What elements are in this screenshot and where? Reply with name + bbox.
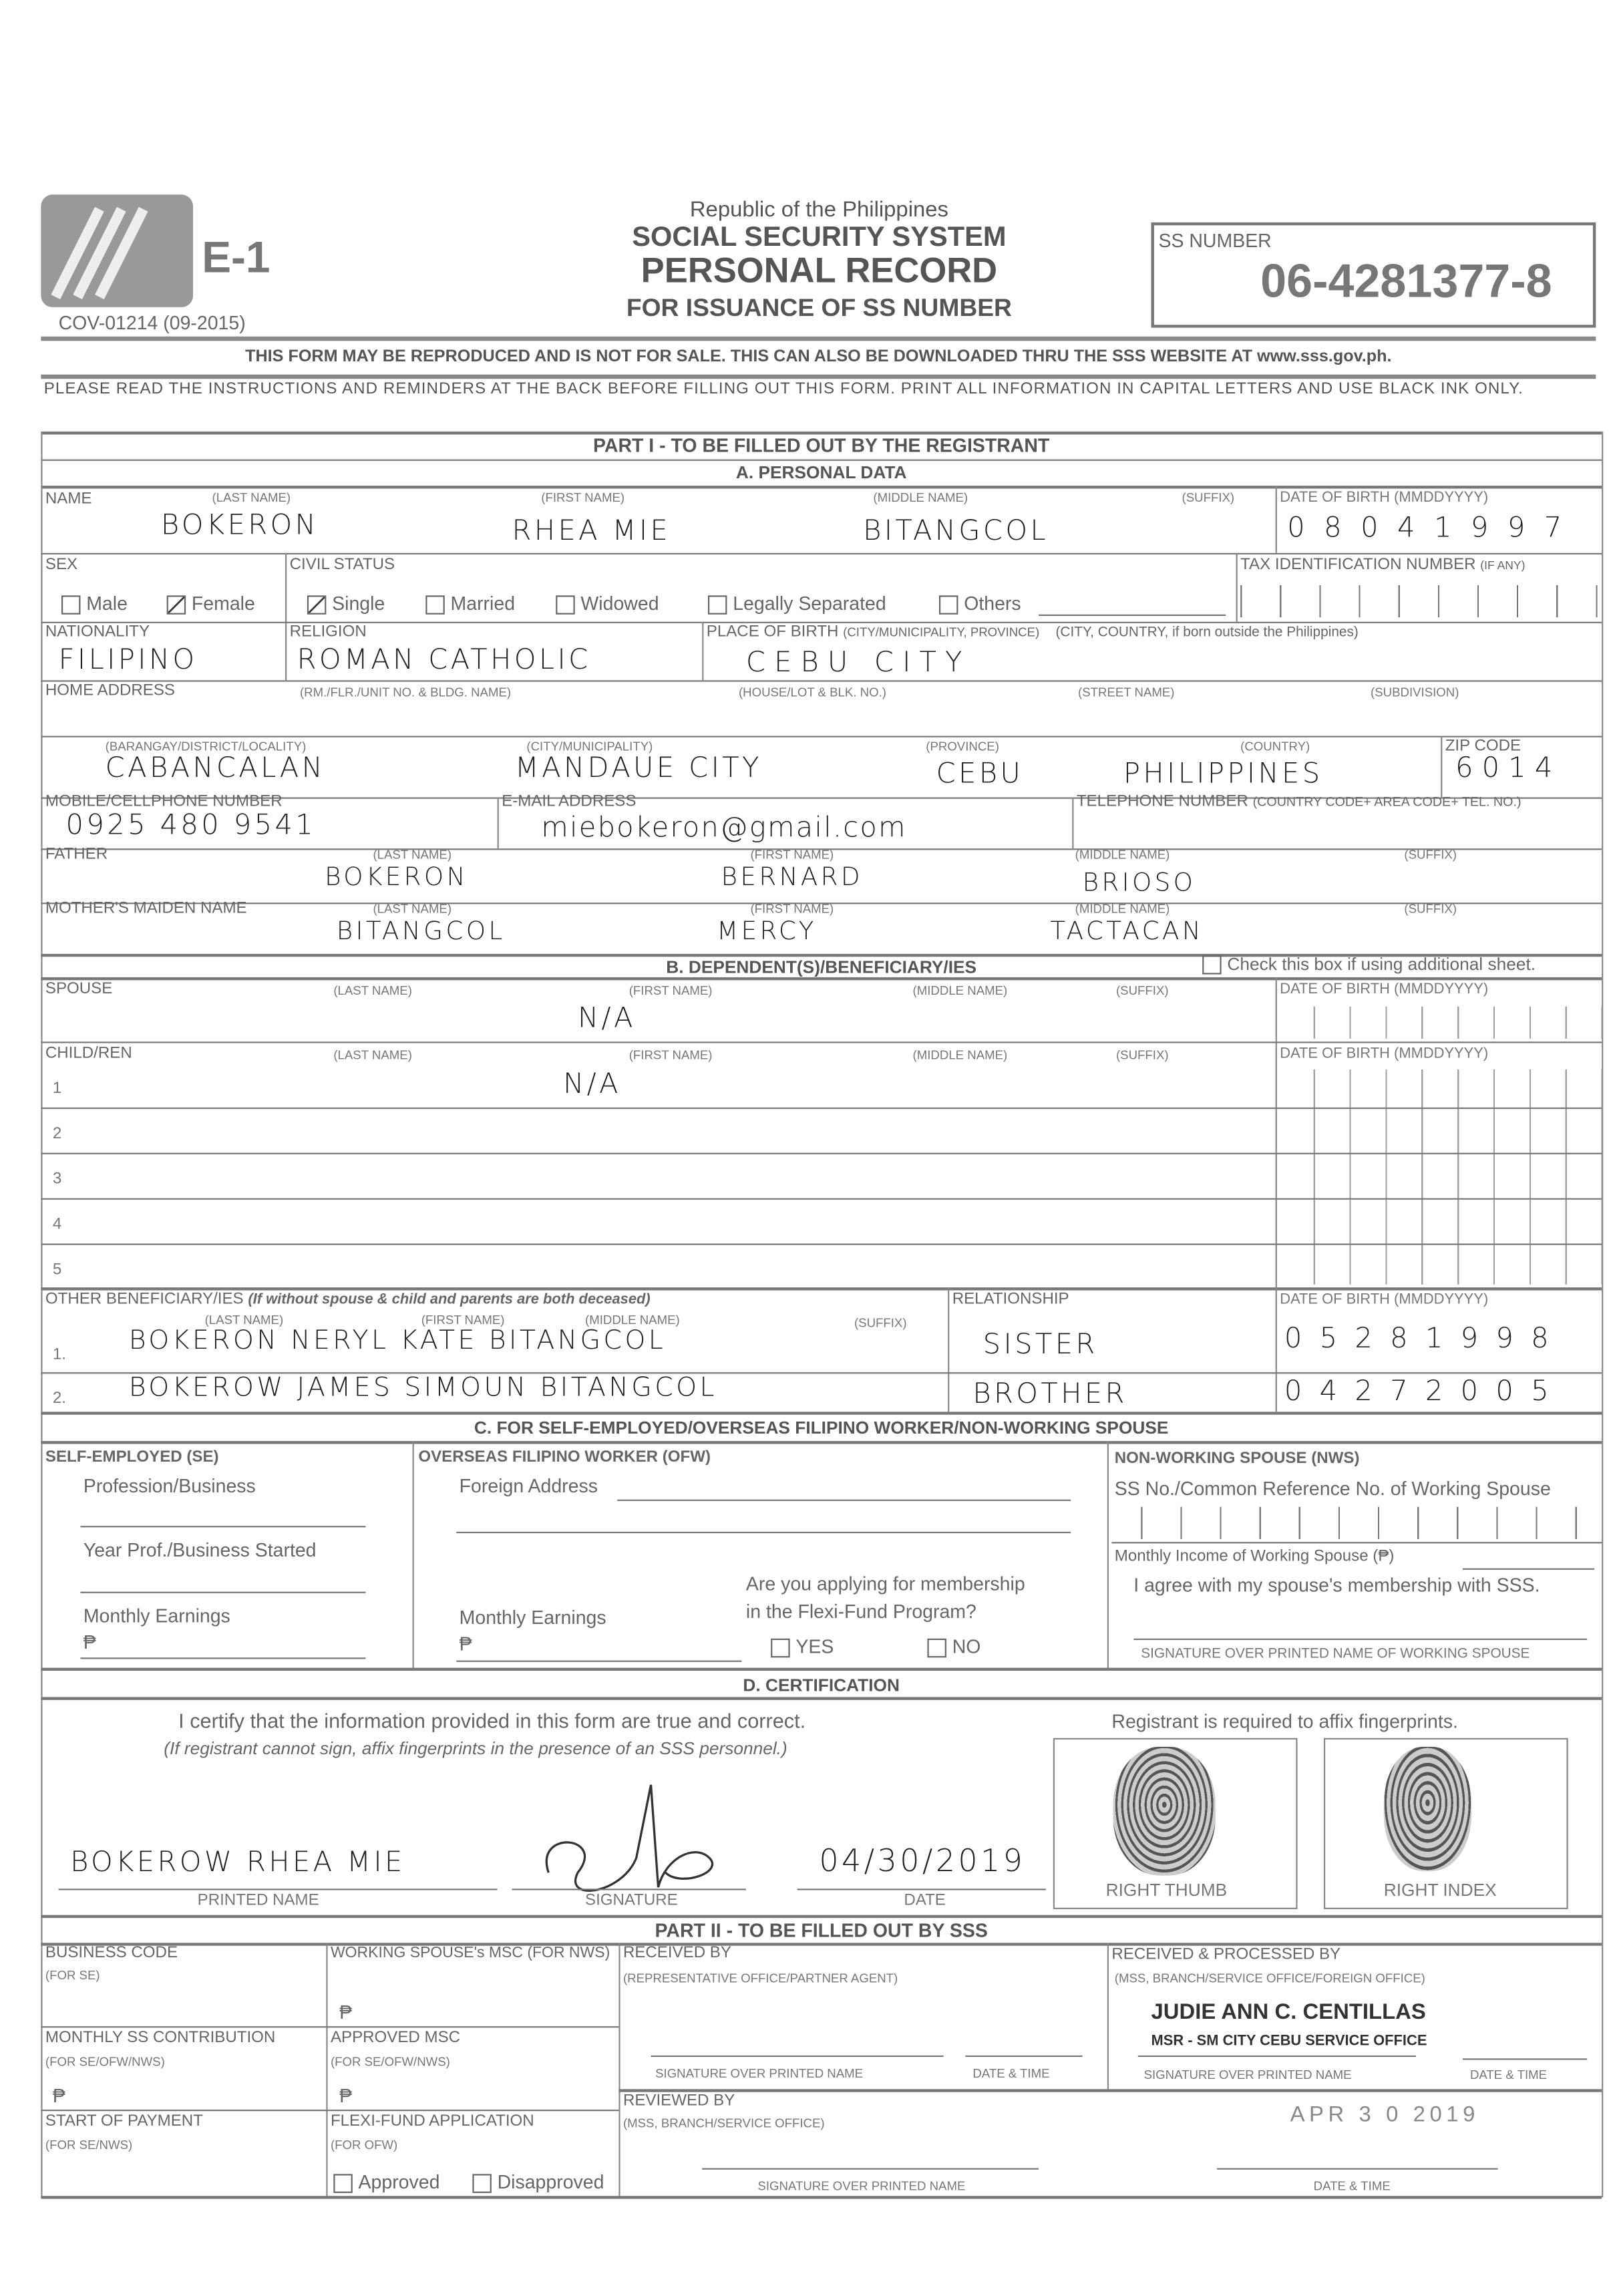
province-value[interactable]: CEBU — [936, 758, 1024, 790]
instructions: PLEASE READ THE INSTRUCTIONS AND REMINDERS AT THE BACK BEFORE FILLING OUT THIS FORM. PRINT ALL INFORMATION IN CAPITAL LETTERS AND USE BLACK INK ONLY. — [43, 380, 1524, 398]
ob-row-1-num: 1. — [52, 1345, 66, 1364]
father-first-label: (FIRST NAME) — [750, 847, 834, 862]
ss-number-box — [1151, 222, 1596, 328]
nws-signature-label: SIGNATURE OVER PRINTED NAME OF WORKING SPOUSE — [1141, 1645, 1530, 1662]
child-row-1: 1 — [52, 1080, 62, 1098]
civil-married-checkbox[interactable]: Married — [425, 593, 515, 615]
mother-middle-label: (MIDDLE NAME) — [1075, 901, 1170, 916]
form-title: PERSONAL RECORD — [641, 251, 998, 291]
form-subtitle: FOR ISSUANCE OF SS NUMBER — [626, 294, 1012, 322]
subdivision-label: (SUBDIVISION) — [1371, 684, 1459, 699]
right-index-box[interactable] — [1324, 1738, 1568, 1909]
republic-line: Republic of the Philippines — [689, 197, 948, 222]
country-value[interactable]: PHILIPPINES — [1123, 758, 1323, 790]
last-name-label: (LAST NAME) — [212, 490, 291, 505]
nationality-value[interactable]: FILIPINO — [58, 643, 198, 676]
ws-msc-field[interactable]: ₱ — [339, 2001, 353, 2023]
other-beneficiaries-label: OTHER BENEFICIARY/IES (If without spouse & child and parents are both deceased) — [45, 1290, 651, 1308]
children-label: CHILD/REN — [45, 1044, 132, 1062]
religion-label: RELIGION — [289, 623, 367, 641]
ob-row-2-num: 2. — [52, 1389, 66, 1408]
nws-ss-no-label: SS No./Common Reference No. of Working Spouse — [1114, 1477, 1551, 1500]
telephone-label: TELEPHONE NUMBER (COUNTRY CODE+ AREA CODE+ TEL. NO.) — [1076, 792, 1522, 811]
ss-number-label: SS NUMBER — [1158, 229, 1272, 252]
rm-label: (RM./FLR./UNIT NO. & BLDG. NAME) — [299, 684, 512, 699]
received-date-label: DATE & TIME — [972, 2066, 1050, 2081]
section-b-title: B. DEPENDENT(S)/BENEFICIARY/IES — [666, 957, 977, 977]
father-suffix-label: (SUFFIX) — [1404, 847, 1457, 862]
sex-male-checkbox[interactable]: Male — [61, 593, 128, 615]
child-row-3: 3 — [52, 1170, 62, 1188]
flexi-approved-checkbox[interactable]: Approved — [333, 2171, 439, 2193]
se-earnings-field[interactable]: ₱ — [83, 1631, 96, 1653]
nws-income-label: Monthly Income of Working Spouse (₱) — [1114, 1548, 1395, 1566]
start-payment-label: START OF PAYMENT — [45, 2112, 203, 2130]
ob-1-relationship[interactable]: SISTER — [982, 1328, 1098, 1361]
child-row-2: 2 — [52, 1125, 62, 1143]
mss-branch-note: (MSS, BRANCH/SERVICE OFFICE) — [622, 2115, 825, 2130]
ob-middle-label: (MIDDLE NAME) — [585, 1312, 680, 1327]
additional-sheet-checkbox[interactable]: Check this box if using additional sheet. — [1202, 954, 1536, 975]
right-index-fingerprint-icon — [1384, 1747, 1471, 1871]
child-suffix-label: (SUFFIX) — [1115, 1047, 1169, 1062]
ofw-foreign-address-label: Foreign Address — [459, 1474, 598, 1497]
spouse-dob-grid[interactable] — [1314, 1007, 1602, 1039]
mobile-value[interactable]: 0925 480 9541 — [65, 809, 317, 842]
se-label: SELF-EMPLOYED (SE) — [45, 1448, 219, 1466]
reviewed-date-label: DATE & TIME — [1313, 2178, 1391, 2193]
mother-first-value[interactable]: MERCY — [717, 917, 817, 947]
mss-branch-foreign-note: (MSS, BRANCH/SERVICE OFFICE/FOREIGN OFFICE) — [1114, 1970, 1425, 1985]
suffix-label: (SUFFIX) — [1182, 490, 1235, 505]
city-value[interactable]: MANDAUE CITY — [514, 752, 762, 784]
ob-last-label: (LAST NAME) — [204, 1312, 284, 1327]
ws-msc-label: WORKING SPOUSE's MSC (FOR NWS) — [330, 1944, 610, 1962]
logo-stripes-icon — [41, 194, 193, 307]
flexi-question-1: Are you applying for membership — [745, 1573, 1025, 1595]
children-dob-grid[interactable] — [1314, 1070, 1602, 1285]
mother-label: MOTHER'S MAIDEN NAME — [45, 899, 247, 918]
right-thumb-fingerprint-icon — [1113, 1747, 1216, 1876]
part2-title: PART II - TO BE FILLED OUT BY SSS — [655, 1919, 988, 1942]
ob-2-dob[interactable]: 04272005 — [1284, 1375, 1566, 1408]
form-number: COV-01214 (09-2015) — [58, 311, 246, 334]
home-address-label: HOME ADDRESS — [45, 681, 176, 699]
dob-value[interactable]: 08041997 — [1287, 512, 1581, 544]
first-name-label: (FIRST NAME) — [541, 490, 625, 505]
nationality-label: NATIONALITY — [45, 623, 150, 641]
processor-name-stamp: JUDIE ANN C. CENTILLAS — [1151, 1999, 1426, 2025]
mother-last-value[interactable]: BITANGCOL — [336, 917, 506, 947]
flexi-app-label: FLEXI-FUND APPLICATION — [330, 2112, 534, 2130]
received-by-label: RECEIVED BY — [622, 1944, 731, 1962]
nws-agree-text: I agree with my spouse's membership with SSS. — [1133, 1574, 1540, 1597]
right-thumb-label: RIGHT THUMB — [1105, 1880, 1228, 1901]
processed-date-label: DATE & TIME — [1469, 2067, 1548, 2082]
civil-separated-checkbox[interactable]: Legally Separated — [708, 593, 886, 615]
ob-suffix-label: (SUFFIX) — [854, 1315, 907, 1330]
flexi-disapproved-checkbox[interactable]: Disapproved — [472, 2171, 604, 2193]
section-a-title: A. PERSONAL DATA — [735, 462, 907, 483]
spouse-first-label: (FIRST NAME) — [629, 983, 713, 998]
sex-label: SEX — [45, 556, 78, 574]
ob-2-name[interactable]: BOKEROW JAMES SIMOUN BITANGCOL — [128, 1372, 717, 1404]
child-last-label: (LAST NAME) — [333, 1047, 412, 1062]
se-year-label: Year Prof./Business Started — [83, 1538, 317, 1561]
street-label: (STREET NAME) — [1078, 684, 1175, 699]
reviewed-sig-label: SIGNATURE OVER PRINTED NAME — [757, 2178, 966, 2193]
start-payment-note: (FOR SE/NWS) — [45, 2137, 133, 2152]
city-label: (CITY/MUNICIPALITY) — [526, 738, 653, 754]
business-code-note: (FOR SE) — [45, 1967, 100, 1983]
child-1-value[interactable]: N/A — [563, 1068, 621, 1100]
first-name-value[interactable]: RHEA MIE — [512, 514, 671, 548]
father-last-value[interactable]: BOKERON — [325, 863, 468, 892]
received-date-stamp: APR 3 0 2019 — [1290, 2102, 1479, 2128]
form-code: E-1 — [202, 234, 271, 283]
part1-title: PART I - TO BE FILLED OUT BY THE REGISTRANT — [593, 434, 1050, 457]
ob-2-relationship[interactable]: BROTHER — [972, 1377, 1127, 1411]
ob-1-name[interactable]: BOKERON NERYL KATE BITANGCOL — [128, 1325, 667, 1357]
right-index-label: RIGHT INDEX — [1383, 1880, 1497, 1901]
middle-name-value[interactable]: BITANGCOL — [863, 514, 1049, 548]
ofw-earnings-field[interactable]: ₱ — [459, 1633, 472, 1655]
civil-others-checkbox[interactable]: Others — [939, 593, 1021, 615]
child-middle-label: (MIDDLE NAME) — [912, 1047, 1008, 1062]
mother-last-label: (LAST NAME) — [373, 901, 452, 916]
father-label: FATHER — [45, 845, 108, 864]
house-label: (HOUSE/LOT & BLK. NO.) — [738, 684, 886, 699]
child-row-4: 4 — [52, 1215, 62, 1234]
sss-logo — [41, 194, 193, 307]
spouse-suffix-label: (SUFFIX) — [1115, 983, 1169, 998]
tin-label: TAX IDENTIFICATION NUMBER (IF ANY) — [1240, 556, 1526, 574]
flexi-app-note: (FOR OFW) — [330, 2137, 398, 2152]
civil-status-label: CIVIL STATUS — [289, 556, 395, 574]
religion-value[interactable]: ROMAN CATHOLIC — [297, 643, 591, 676]
mother-suffix-label: (SUFFIX) — [1404, 901, 1457, 916]
agency-name: SOCIAL SECURITY SYSTEM — [632, 222, 1007, 253]
spouse-dob-label: DATE OF BIRTH (MMDDYYYY) — [1280, 981, 1489, 998]
nws-ss-no-field[interactable] — [1141, 1507, 1602, 1539]
email-value[interactable]: miebokeron@gmail.com — [541, 812, 907, 844]
se-earnings-label: Monthly Earnings — [83, 1605, 230, 1627]
father-middle-label: (MIDDLE NAME) — [1075, 847, 1170, 862]
email-label: E-MAIL ADDRESS — [502, 792, 637, 811]
ofw-label: OVERSEAS FILIPINO WORKER (OFW) — [418, 1448, 711, 1466]
civil-single-checkbox[interactable]: Single — [307, 593, 385, 615]
approved-msc-label: APPROVED MSC — [330, 2029, 461, 2047]
printed-name-label: PRINTED NAME — [197, 1891, 319, 1909]
monthly-contrib-label: MONTHLY SS CONTRIBUTION — [45, 2029, 276, 2047]
place-of-birth-value[interactable]: CEBU CITY — [745, 646, 971, 679]
place-of-birth-label: PLACE OF BIRTH (CITY/MUNICIPALITY, PROVINCE) (CITY, COUNTRY, if born outside the Philippines) — [706, 623, 1359, 641]
section-d-title: D. CERTIFICATION — [743, 1675, 900, 1696]
nws-label: NON-WORKING SPOUSE (NWS) — [1114, 1450, 1360, 1468]
received-sig-label: SIGNATURE OVER PRINTED NAME — [655, 2066, 864, 2081]
certification-text: I certify that the information provided in this form are true and correct. — [178, 1708, 806, 1732]
approved-msc-note: (FOR SE/OFW/NWS) — [330, 2054, 450, 2069]
spouse-middle-label: (MIDDLE NAME) — [912, 983, 1008, 998]
cert-date-label: DATE — [904, 1891, 946, 1909]
country-label: (COUNTRY) — [1240, 738, 1310, 754]
tin-field[interactable] — [1240, 585, 1599, 617]
child-first-label: (FIRST NAME) — [629, 1047, 713, 1062]
dob-label: DATE OF BIRTH (MMDDYYYY) — [1280, 490, 1489, 506]
reproduction-banner: THIS FORM MAY BE REPRODUCED AND IS NOT FOR SALE. THIS CAN ALSO BE DOWNLOADED THRU THE SSS WEBSITE AT www.sss.gov.ph. — [41, 337, 1596, 379]
fingerprint-note: Registrant is required to affix fingerprints. — [1111, 1710, 1458, 1732]
middle-name-label: (MIDDLE NAME) — [873, 490, 968, 505]
certification-note: (If registrant cannot sign, affix fingerprints in the presence of an SSS personnel.) — [164, 1738, 787, 1759]
zip-label: ZIP CODE — [1445, 737, 1522, 756]
civil-widowed-checkbox[interactable]: Widowed — [556, 593, 659, 615]
ofw-earnings-label: Monthly Earnings — [459, 1606, 606, 1629]
mother-middle-value[interactable]: TACTACAN — [1050, 917, 1204, 947]
zip-value[interactable]: 6014 — [1455, 752, 1562, 784]
father-middle-value[interactable]: BRIOSO — [1082, 868, 1196, 898]
father-last-label: (LAST NAME) — [373, 847, 452, 862]
processor-office-stamp: MSR - SM CITY CEBU SERVICE OFFICE — [1151, 2033, 1427, 2050]
ob-1-dob[interactable]: 05281998 — [1284, 1322, 1566, 1355]
flexi-no-checkbox[interactable]: NO — [927, 1635, 980, 1657]
flexi-yes-checkbox[interactable]: YES — [771, 1635, 834, 1657]
spouse-label: SPOUSE — [45, 980, 113, 998]
processed-sig-label: SIGNATURE OVER PRINTED NAME — [1143, 2067, 1352, 2082]
rep-office-note: (REPRESENTATIVE OFFICE/PARTNER AGENT) — [622, 1970, 898, 1985]
ob-dob-label: DATE OF BIRTH (MMDDYYYY) — [1280, 1291, 1489, 1308]
relationship-label: RELATIONSHIP — [952, 1290, 1069, 1308]
child-row-5: 5 — [52, 1261, 62, 1279]
ss-number: 06-4281377-8 — [1260, 255, 1552, 307]
name-label: NAME — [45, 490, 92, 508]
barangay-value[interactable]: CABANCALAN — [105, 752, 326, 784]
father-first-value[interactable]: BERNARD — [721, 863, 863, 892]
se-profession-label: Profession/Business — [83, 1474, 256, 1497]
signature-label: SIGNATURE — [585, 1891, 678, 1909]
right-thumb-box[interactable] — [1053, 1738, 1298, 1909]
province-label: (PROVINCE) — [926, 738, 999, 754]
mother-first-label: (FIRST NAME) — [750, 901, 834, 916]
ob-first-label: (FIRST NAME) — [421, 1312, 505, 1327]
reviewed-by-label: REVIEWED BY — [622, 2092, 735, 2110]
child-dob-label: DATE OF BIRTH (MMDDYYYY) — [1280, 1045, 1489, 1062]
received-processed-label: RECEIVED & PROCESSED BY — [1111, 1945, 1341, 1963]
approved-msc-field[interactable]: ₱ — [339, 2084, 353, 2107]
cert-date-value[interactable]: 04/30/2019 — [819, 1843, 1026, 1878]
last-name-value[interactable]: BOKERON — [160, 509, 319, 542]
monthly-contrib-field[interactable]: ₱ — [52, 2084, 65, 2107]
business-code-label: BUSINESS CODE — [45, 1944, 178, 1962]
section-c-title: C. FOR SELF-EMPLOYED/OVERSEAS FILIPINO WORKER/NON-WORKING SPOUSE — [474, 1418, 1169, 1438]
monthly-contrib-note: (FOR SE/OFW/NWS) — [45, 2054, 165, 2069]
flexi-question-2: in the Flexi-Fund Program? — [745, 1600, 976, 1623]
mobile-label: MOBILE/CELLPHONE NUMBER — [45, 792, 283, 811]
sex-female-checkbox[interactable]: Female — [167, 593, 255, 615]
barangay-label: (BARANGAY/DISTRICT/LOCALITY) — [105, 738, 307, 754]
spouse-value[interactable]: N/A — [578, 1002, 636, 1035]
printed-name-value[interactable]: BOKEROW RHEA MIE — [70, 1846, 405, 1878]
spouse-last-label: (LAST NAME) — [333, 983, 412, 998]
